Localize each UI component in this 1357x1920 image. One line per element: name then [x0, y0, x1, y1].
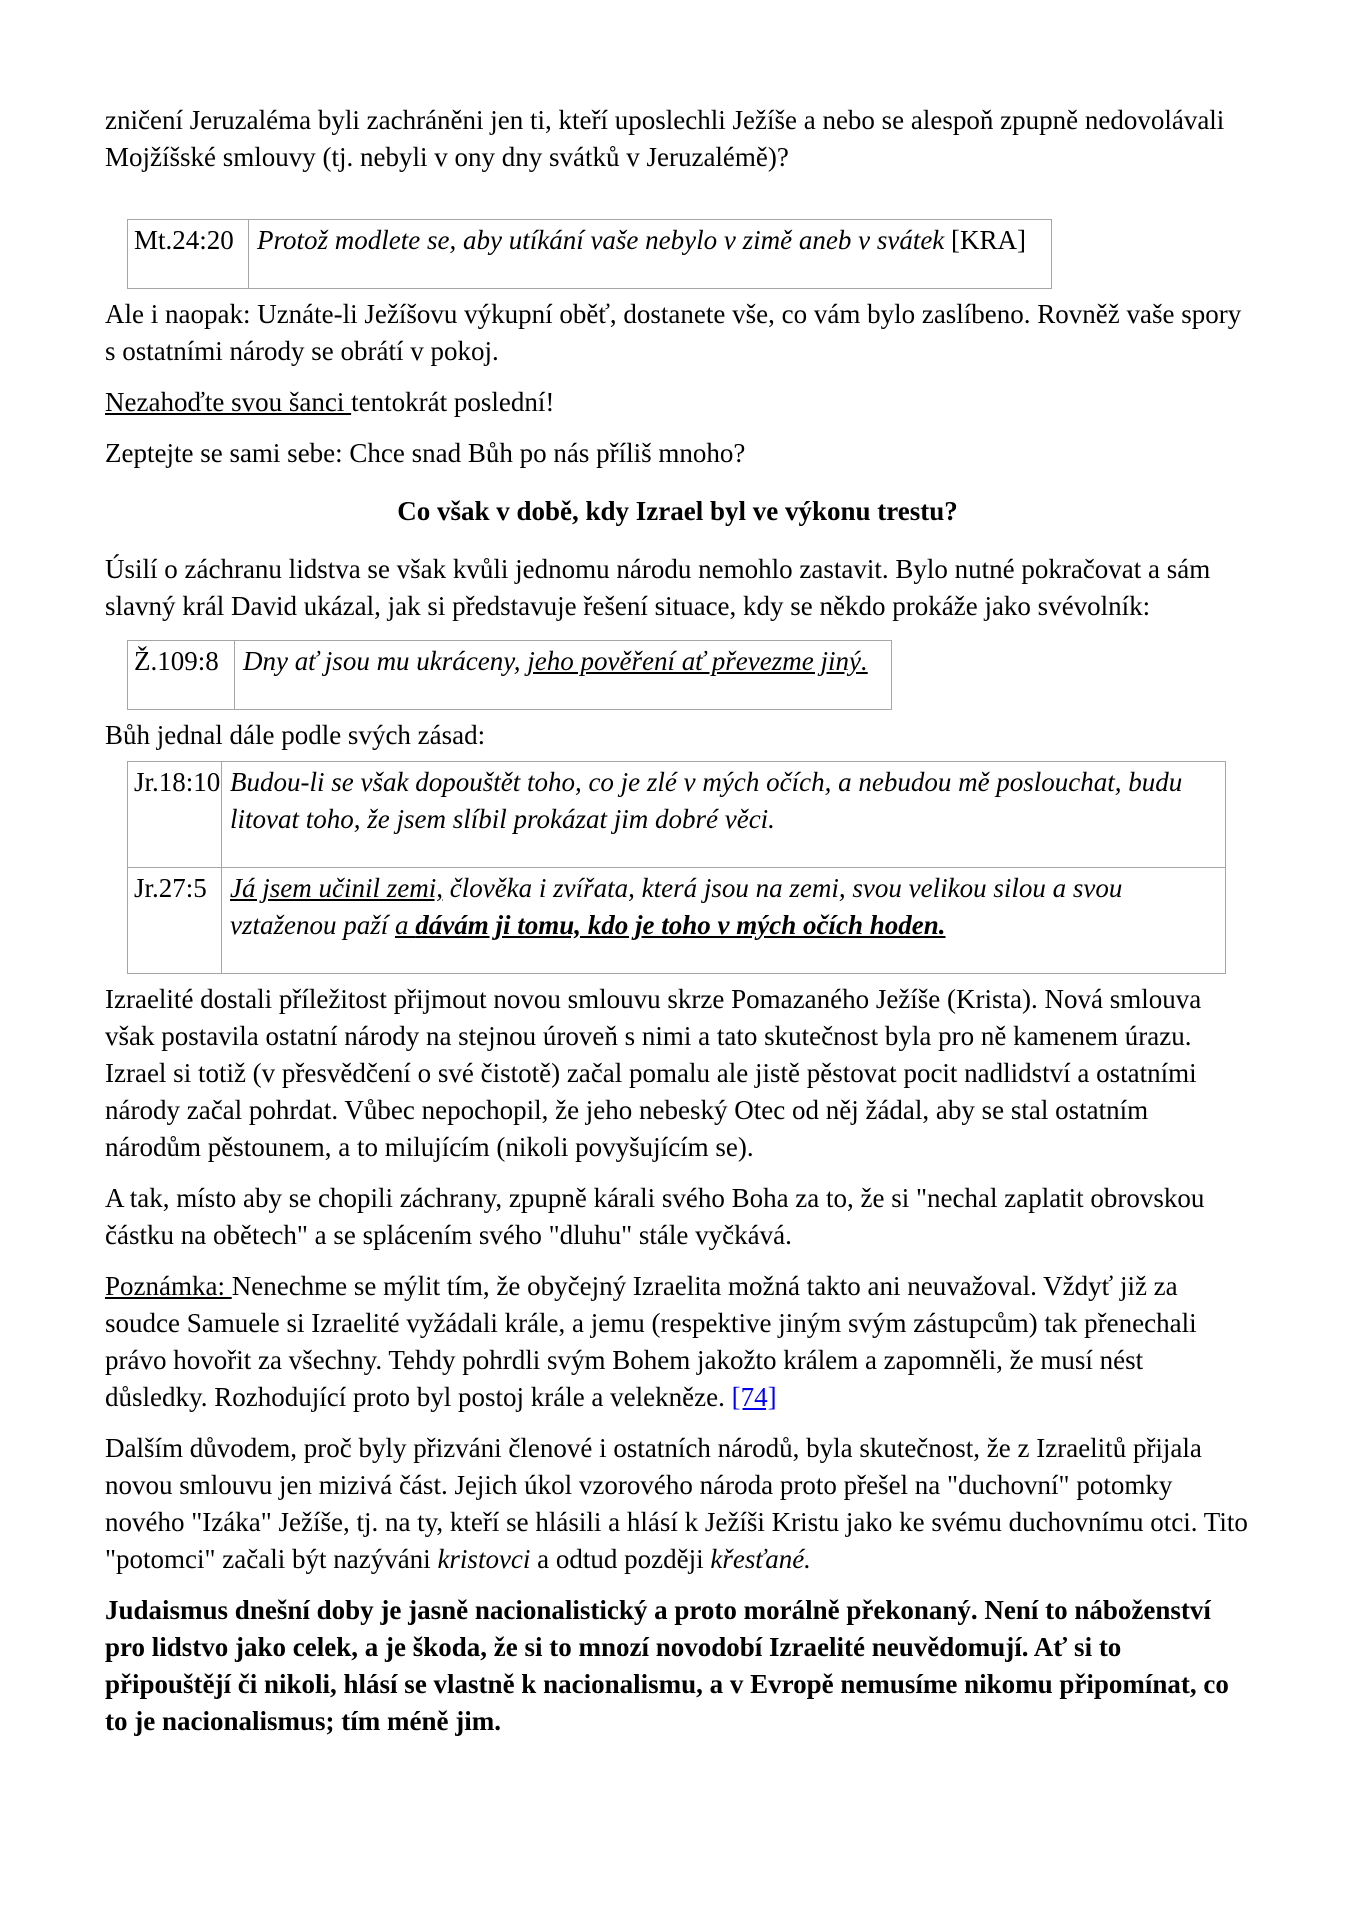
text-run: kristovci — [437, 1544, 531, 1574]
text-run: Izraelité dostali příležitost přijmout novou smlouvu skrze Pomazaného Ježíše (Krista). Nová smlouva však postavila ostatní národy na stejnou úroveň s nimi a tato skutečnost byla pro ně kamenem úrazu. Izrael si totiž (v přesvědčení o své čistotě) začal pomalu ale jistě pěstovat pocit nadlidství a ostatními národy začal pohrdat. Vůbec nepochopil, že jeho nebeský Otec od něj žádal, aby se stal ostatním národům pěstounem, a to milujícím (nikoli povyšujícím se). — [105, 984, 1202, 1162]
text-run: Úsilí o záchranu lidstva se však kvůli jednomu národu nemohlo zastavit. Bylo nutné pokračovat a sám slavný král David ukázal, jak si představuje řešení situace, kdy se někdo prokáže jako svévolník: — [105, 554, 1211, 621]
text-run: Ale i naopak: Uznáte-li Ježíšovu výkupní oběť, dostanete vše, co vám bylo zaslíbeno. Rovněž vaše spory s ostatními národy se obrátí v pokoj. — [105, 299, 1242, 366]
section-heading — [105, 493, 1250, 530]
text-run: [KRA] — [944, 225, 1027, 255]
verse-quote — [249, 220, 1052, 289]
paragraph — [105, 435, 1250, 472]
paragraph — [105, 1268, 1250, 1416]
text-run: Dny ať jsou mu ukráceny, — [243, 646, 528, 676]
text-run: a — [395, 910, 416, 940]
verse-quote — [222, 868, 1226, 974]
text-run: A tak, místo aby se chopili záchrany, zpupně kárali svého Boha za to, že si "nechal zaplatit obrovskou částku na obětech" a se splácením svého "dluhu" stále vyčkává. — [105, 1183, 1205, 1250]
text-run: Nezahoďte svou šanci — [105, 387, 352, 417]
text-run: Poznámka: — [105, 1271, 232, 1301]
text-run: Dalším důvodem, proč byly přizváni členové i ostatních národů, byla skutečnost, že z Izraelitů přijala novou smlouvu jen mizivá část. Jejich úkol vzorového národa proto přešel na "duchovní" potomky nového "Izáka" Ježíše, tj. na ty, kteří se hlásili a hlásí k Ježíši Kristu jako ke svému duchovnímu otci. Tito "potomci" začali být nazýváni — [105, 1433, 1248, 1574]
verse-ref: Ž.109:8 — [128, 641, 235, 710]
paragraph — [105, 981, 1250, 1166]
verse-table-t1 — [127, 219, 1052, 289]
text-run: Zeptejte se sami sebe: Chce snad Bůh po nás příliš mnoho? — [105, 438, 746, 468]
paragraph — [105, 717, 1250, 754]
paragraph — [105, 296, 1250, 370]
text-run: Bůh jednal dále podle svých zásad: — [105, 720, 486, 750]
text-run: Já jsem učinil zemi, — [230, 873, 443, 903]
text-run: jeho pověření ať převezme jiný. — [527, 646, 868, 676]
paragraph — [105, 551, 1250, 625]
text-run: Co však v době, kdy Izrael byl ve výkonu trestu? — [397, 496, 958, 526]
paragraph — [105, 1592, 1250, 1740]
text-run: Nenechme se mýlit tím, že obyčejný Izraelita možná takto ani neuvažoval. Vždyť již za soudce Samuele si Izraelité vyžádali krále, a jemu (respektive jiným svým zástupcům) tak přenechali právo hovořit za všechny. Tehdy pohrdli svým Bohem jakožto králem a zapomněli, že musí nést důsledky. Rozhodující proto byl postoj krále a velekněze. — [105, 1271, 1197, 1412]
paragraph — [105, 1180, 1250, 1254]
text-run: křesťané. — [710, 1544, 811, 1574]
verse-quote — [235, 641, 892, 710]
verse-table-t2 — [127, 640, 892, 710]
verse-row — [128, 220, 1052, 289]
verse-ref: Jr.27:5 — [128, 868, 222, 974]
text-run: Protož modlete se, aby utíkání vaše nebylo v zimě aneb v svátek — [257, 225, 945, 255]
text-run: tentokrát poslední! — [351, 387, 555, 417]
verse-table-t3 — [127, 761, 1226, 974]
verse-row — [128, 641, 892, 710]
text-run: člověka i zvířata, která jsou na zemi, svou velikou silou a svou vztaženou paží — [230, 873, 1123, 940]
text-run: dávám ji tomu, kdo je toho v mých očích hoden. — [415, 910, 946, 940]
paragraph — [105, 1430, 1250, 1578]
text-run: Judaismus dnešní doby je jasně nacionalistický a proto morálně překonaný. Není to náboženství pro lidstvo jako celek, a je škoda, že si to mnozí novodobí Izraelité neuvědomují. Ať si to připouštějí či nikoli, hlásí se vlastně k nacionalismu, a v Evropě nemusíme nikomu připomínat, co to je nacionalismus; tím méně jim. — [105, 1595, 1229, 1736]
paragraph — [105, 384, 1250, 421]
footnote-link[interactable]: [74] — [731, 1382, 777, 1412]
text-run: Budou-li se však dopouštět toho, co je zlé v mých očích, a nebudou mě poslouchat, budu litovat toho, že jsem slíbil prokázat jim dobré věci. — [230, 767, 1183, 834]
verse-quote — [222, 762, 1226, 868]
text-run: a odtud později — [530, 1544, 711, 1574]
verse-row — [128, 762, 1226, 868]
verse-ref: Jr.18:10 — [128, 762, 222, 868]
verse-ref: Mt.24:20 — [128, 220, 249, 289]
paragraph — [105, 102, 1250, 176]
text-run: zničení Jeruzaléma byli zachráněni jen ti, kteří uposlechli Ježíše a nebo se alespoň zpupně nedovolávali Mojžíšské smlouvy (tj. nebyli v ony dny svátků v Jeruzalémě)? — [105, 105, 1225, 172]
verse-row — [128, 868, 1226, 974]
